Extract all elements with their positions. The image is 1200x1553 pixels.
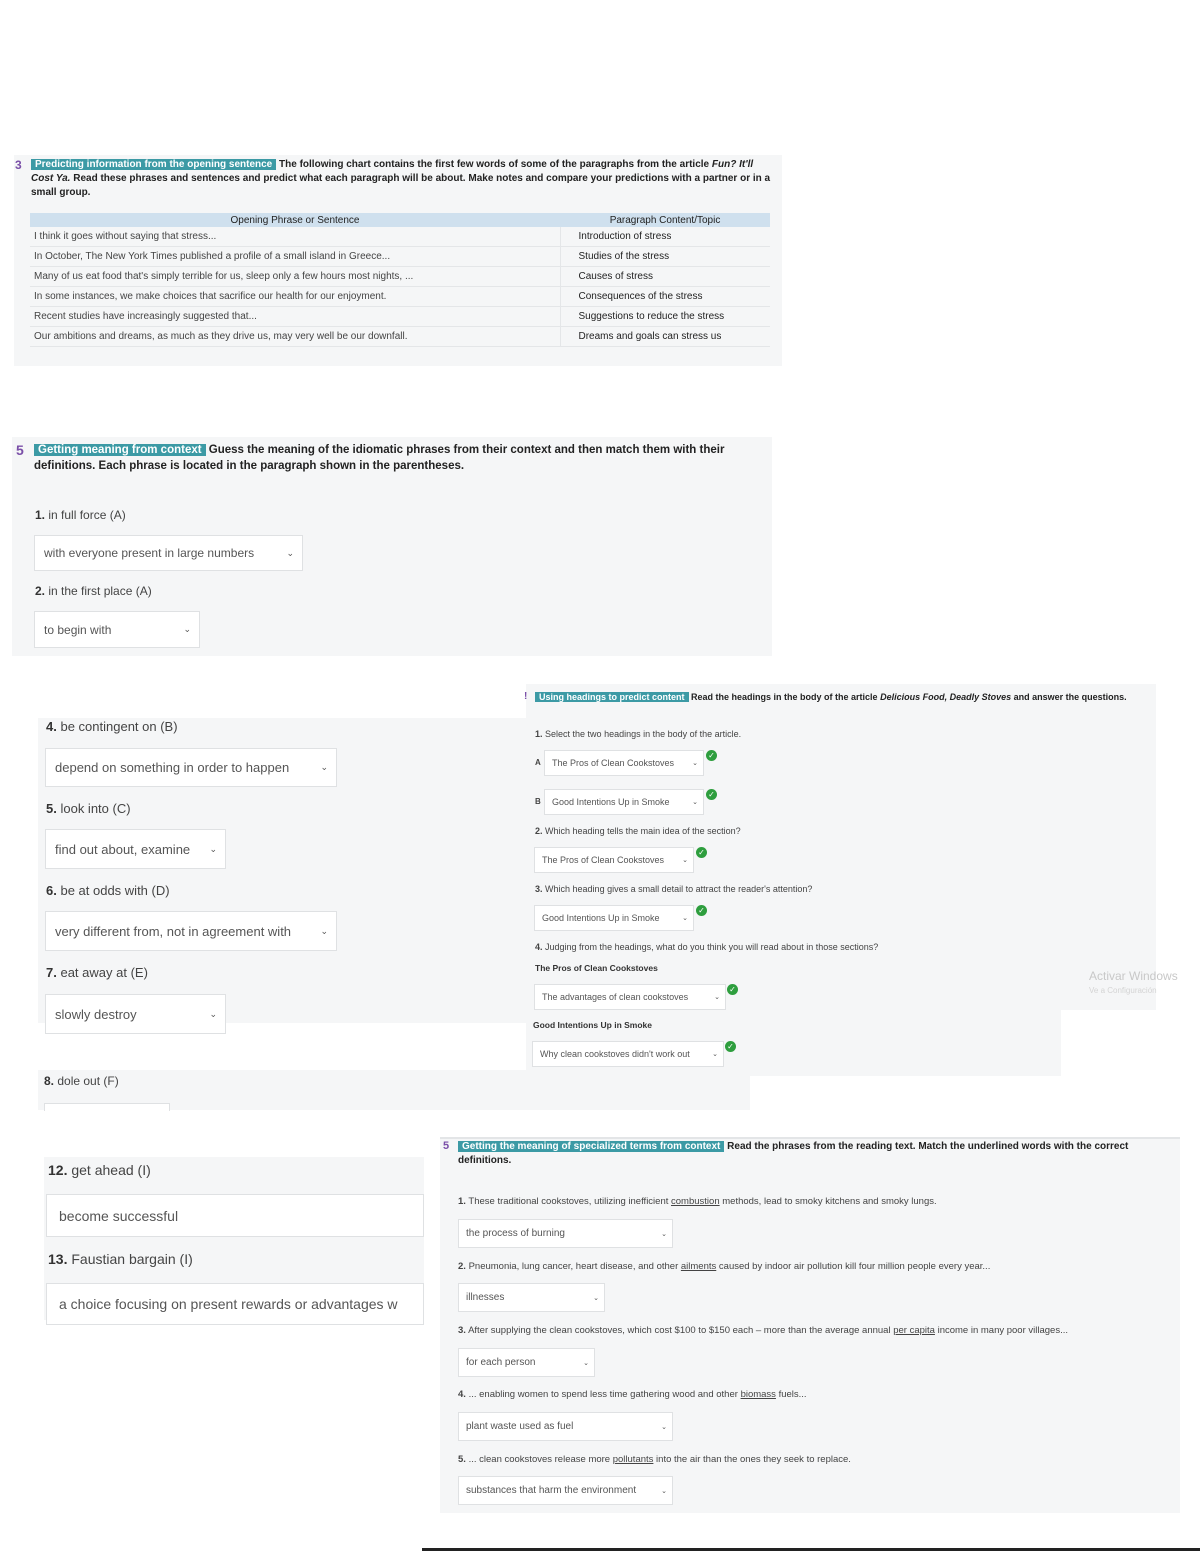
headings-select-4a[interactable] [534,984,726,1010]
check-icon: ✓ [725,1041,736,1052]
selected-value: a choice focusing on present rewards or advantages w [59,1296,398,1312]
table-row [30,307,770,327]
question-number: 13. [48,1251,68,1267]
underlined-term: combustion [671,1196,720,1207]
question-4 [46,719,178,734]
underlined-term: biomass [740,1389,776,1400]
question-text: Which heading tells the main idea of the section? [545,826,741,836]
chevron-down-icon: ⌄ [286,547,294,558]
question-number: 2. [458,1261,466,1272]
table-cell: Studies of the stress [560,247,770,267]
selected-value: plant waste used as fuel [466,1421,574,1432]
question-number: 4. [46,719,57,734]
table-cell: Dreams and goals can stress us [560,327,770,347]
underlined-term: pollutants [612,1454,654,1465]
chevron-down-icon: ⌄ [583,1359,589,1367]
headings-instruction-pre: Read the headings in the body of the article [691,692,878,702]
question-text: Judging from the headings, what do you think you will read about in those sections? [545,942,879,952]
chevron-down-icon: ⌄ [320,762,328,772]
chevron-down-icon: ⌄ [209,843,217,854]
option-label-a: A [535,758,541,767]
question-text-post: income in many poor villages... [937,1325,1068,1336]
question-text-post: into the air than the ones they seek to replace. [656,1454,851,1465]
question-text: get ahead (I) [71,1162,151,1178]
question-text-post: methods, lead to smoky kitchens and smoky lungs. [722,1196,937,1207]
question-text-pre: After supplying the clean cookstoves, which cost $100 to $150 each – more than the average annual [468,1325,891,1336]
option-label-b: B [535,797,541,806]
answer-select-12[interactable] [46,1194,424,1237]
question-number: 1. [535,729,543,739]
underlined-term: ailments [680,1261,717,1272]
selected-value: Good Intentions Up in Smoke [552,797,670,807]
table-row [30,247,770,267]
chevron-down-icon: ⌄ [712,1051,718,1058]
question-number: 12. [48,1162,68,1178]
section-3-article-title: Fun? It'll Cost Ya. [31,159,754,184]
answer-select-6[interactable] [45,911,337,951]
headings-question-2 [535,826,741,836]
check-icon: ✓ [727,984,738,995]
table-cell: Suggestions to reduce the stress [560,307,770,327]
bottom-divider [422,1548,1200,1551]
check-icon: ✓ [706,750,717,761]
answer-select-8-top-edge[interactable] [44,1103,170,1111]
question-7 [46,965,148,980]
section-5a-number: 5 [16,442,24,458]
section-3-tag: Predicting information from the opening sentence [31,159,276,170]
question-number: 4. [535,942,543,952]
question-text: in the first place (A) [48,584,152,598]
chevron-down-icon: ⌄ [593,1294,599,1302]
table-cell: Many of us eat food that's simply terrible for us, sleep only a few hours most nights, ... [30,267,560,287]
section-3-instruction-post: Read these phrases and sentences and predict what each paragraph will be about. Make notes and compare your predictions with a partner or in a small group. [31,173,771,198]
chevron-down-icon: ⌄ [682,857,688,864]
chevron-down-icon: ⌄ [209,1008,217,1019]
table-cell: I think it goes without saying that stress... [30,227,560,247]
activation-watermark-sub: Ve a Configuración [1089,986,1157,995]
answer-select-7[interactable] [45,994,226,1034]
terms-select-2[interactable] [458,1283,605,1312]
question-text: Faustian bargain (I) [71,1251,193,1267]
headings-instruction [535,691,1155,703]
headings-select-2[interactable] [534,847,694,873]
terms-select-1[interactable] [458,1219,673,1248]
check-icon: ✓ [696,847,707,858]
terms-select-3[interactable] [458,1348,595,1377]
question-8 [44,1074,119,1088]
heading-label-1: The Pros of Clean Cookstoves [535,963,658,973]
headings-tag: Using headings to predict content [535,692,689,702]
chevron-down-icon: ⌄ [714,994,720,1001]
heading-label-2: Good Intentions Up in Smoke [533,1020,652,1030]
headings-select-b[interactable] [544,789,704,815]
terms-question-2 [458,1261,990,1272]
selected-value: The advantages of clean cookstoves [542,992,689,1002]
table-cell: Consequences of the stress [560,287,770,307]
section-5a-instruction-text: Guess the meaning of the idiomatic phrases from their context and then match them with their definitions. Each phrase is located in the paragraph shown in the parentheses. [34,444,725,472]
selected-value: illnesses [466,1292,505,1303]
question-number: 6. [46,883,57,898]
answer-select-13[interactable] [46,1283,424,1325]
selected-value: the process of burning [466,1228,565,1239]
chevron-down-icon: ⌄ [661,1423,667,1431]
terms-question-5 [458,1454,851,1465]
selected-value: Why clean cookstoves didn't work out [540,1049,690,1059]
selected-value: very different from, not in agreement with [55,923,292,939]
table-cell: In October, The New York Times published a profile of a small island in Greece... [30,247,560,267]
selected-value: find out about, examine [55,841,191,857]
section-3-number: 3 [15,158,22,172]
check-icon: ✓ [696,905,707,916]
answer-select-2[interactable] [34,611,200,648]
selected-value: The Pros of Clean Cookstoves [552,758,675,768]
table-cell: Introduction of stress [560,227,770,247]
chevron-down-icon: ⌄ [320,925,328,936]
chevron-down-icon: ⌄ [692,799,698,806]
question-text: eat away at (E) [60,965,148,980]
chevron-down-icon: ⌄ [661,1230,667,1238]
terms-question-4 [458,1389,807,1400]
question-6 [46,883,170,898]
selected-value: with everyone present in large numbers [44,546,255,560]
terms-select-4[interactable] [458,1412,673,1441]
question-text-pre: These traditional cookstoves, utilizing inefficient [468,1196,669,1207]
chevron-down-icon: ⌄ [692,760,698,767]
question-number: 5. [458,1454,466,1465]
headings-question-3 [535,884,812,894]
question-number: 3. [458,1325,466,1336]
selected-value: for each person [466,1357,536,1368]
question-text: dole out (F) [57,1074,119,1088]
activation-watermark: Activar Windows [1089,969,1178,983]
column-header: Paragraph Content/Topic [560,213,770,227]
question-2 [35,584,152,598]
table-cell: Causes of stress [560,267,770,287]
answer-select-1[interactable] [34,535,303,571]
question-5 [46,801,131,816]
question-number: 2. [35,584,46,598]
headings-select-4b[interactable] [532,1041,724,1067]
prediction-chart [30,213,770,347]
table-cell: In some instances, we make choices that sacrifice our health for our enjoyment. [30,287,560,307]
table-row [30,287,770,307]
question-1 [35,508,126,522]
question-text-pre: ... enabling women to spend less time gathering wood and other [468,1389,738,1400]
terms-top-border [440,1137,1180,1139]
question-text: be at odds with (D) [60,883,170,898]
headings-select-3[interactable] [534,905,694,931]
question-text-post: fuels... [778,1389,807,1400]
column-header: Opening Phrase or Sentence [30,213,560,227]
terms-instruction [458,1140,1168,1168]
question-12 [48,1162,151,1178]
section-3-instruction [31,158,771,200]
question-text: Which heading gives a small detail to attract the reader's attention? [545,884,813,894]
selected-value: The Pros of Clean Cookstoves [542,855,665,865]
terms-tag: Getting the meaning of specialized terms from context [458,1141,724,1152]
headings-instruction-post: and answer the questions. [1013,692,1127,702]
chevron-down-icon: ⌄ [183,624,191,634]
selected-value: depend on something in order to happen [55,760,290,775]
question-number: 1. [35,508,46,522]
question-number: 2. [535,826,543,836]
table-row [30,227,770,247]
chevron-down-icon: ⌄ [682,915,688,922]
table-cell: Our ambitions and dreams, as much as they drive us, may very well be our downfall. [30,327,560,347]
question-number: 1. [458,1196,466,1207]
chevron-down-icon: ⌄ [661,1487,667,1495]
question-text: look into (C) [60,801,131,816]
answer-select-4[interactable] [45,748,337,787]
headings-number: ! [524,691,528,702]
headings-question-4 [535,942,878,952]
terms-question-3 [458,1325,1068,1336]
table-row [30,327,770,347]
answer-select-5[interactable] [45,829,226,869]
terms-select-5[interactable] [458,1476,673,1505]
headings-question-1 [535,729,741,739]
question-number: 7. [46,965,57,980]
terms-question-1 [458,1196,937,1207]
question-text-post: caused by indoor air pollution kill four million people every year... [718,1261,991,1272]
selected-value: slowly destroy [55,1006,137,1022]
question-number: 5. [46,801,57,816]
section-3-instruction-pre: The following chart contains the first few words of some of the paragraphs from the article [279,159,710,170]
question-text: in full force (A) [48,508,126,522]
selected-value: become successful [59,1207,179,1224]
selected-value: Good Intentions Up in Smoke [542,913,660,923]
question-number: 8. [44,1074,55,1088]
question-text-pre: ... clean cookstoves release more [468,1454,611,1465]
table-row [30,267,770,287]
question-number: 3. [535,884,543,894]
question-text-pre: Pneumonia, lung cancer, heart disease, and other [468,1261,679,1272]
check-icon: ✓ [706,789,717,800]
terms-number: 5 [443,1140,450,1152]
selected-value: to begin with [44,622,112,637]
question-text: be contingent on (B) [60,719,178,734]
table-cell: Recent studies have increasingly suggested that... [30,307,560,327]
underlined-term: per capita [893,1325,935,1336]
terms-instruction-text: Read the phrases from the reading text. Match the underlined words with the correct definitions. [458,1141,1129,1166]
question-text: Select the two headings in the body of the article. [545,729,742,739]
headings-article-title: Delicious Food, Deadly Stoves [880,692,1012,702]
question-13 [48,1251,193,1267]
section-5a-instruction [34,442,769,474]
question-number: 4. [458,1389,466,1400]
section-5a-tag: Getting meaning from context [34,444,206,456]
selected-value: substances that harm the environment [466,1485,637,1496]
headings-select-a[interactable] [544,750,704,776]
